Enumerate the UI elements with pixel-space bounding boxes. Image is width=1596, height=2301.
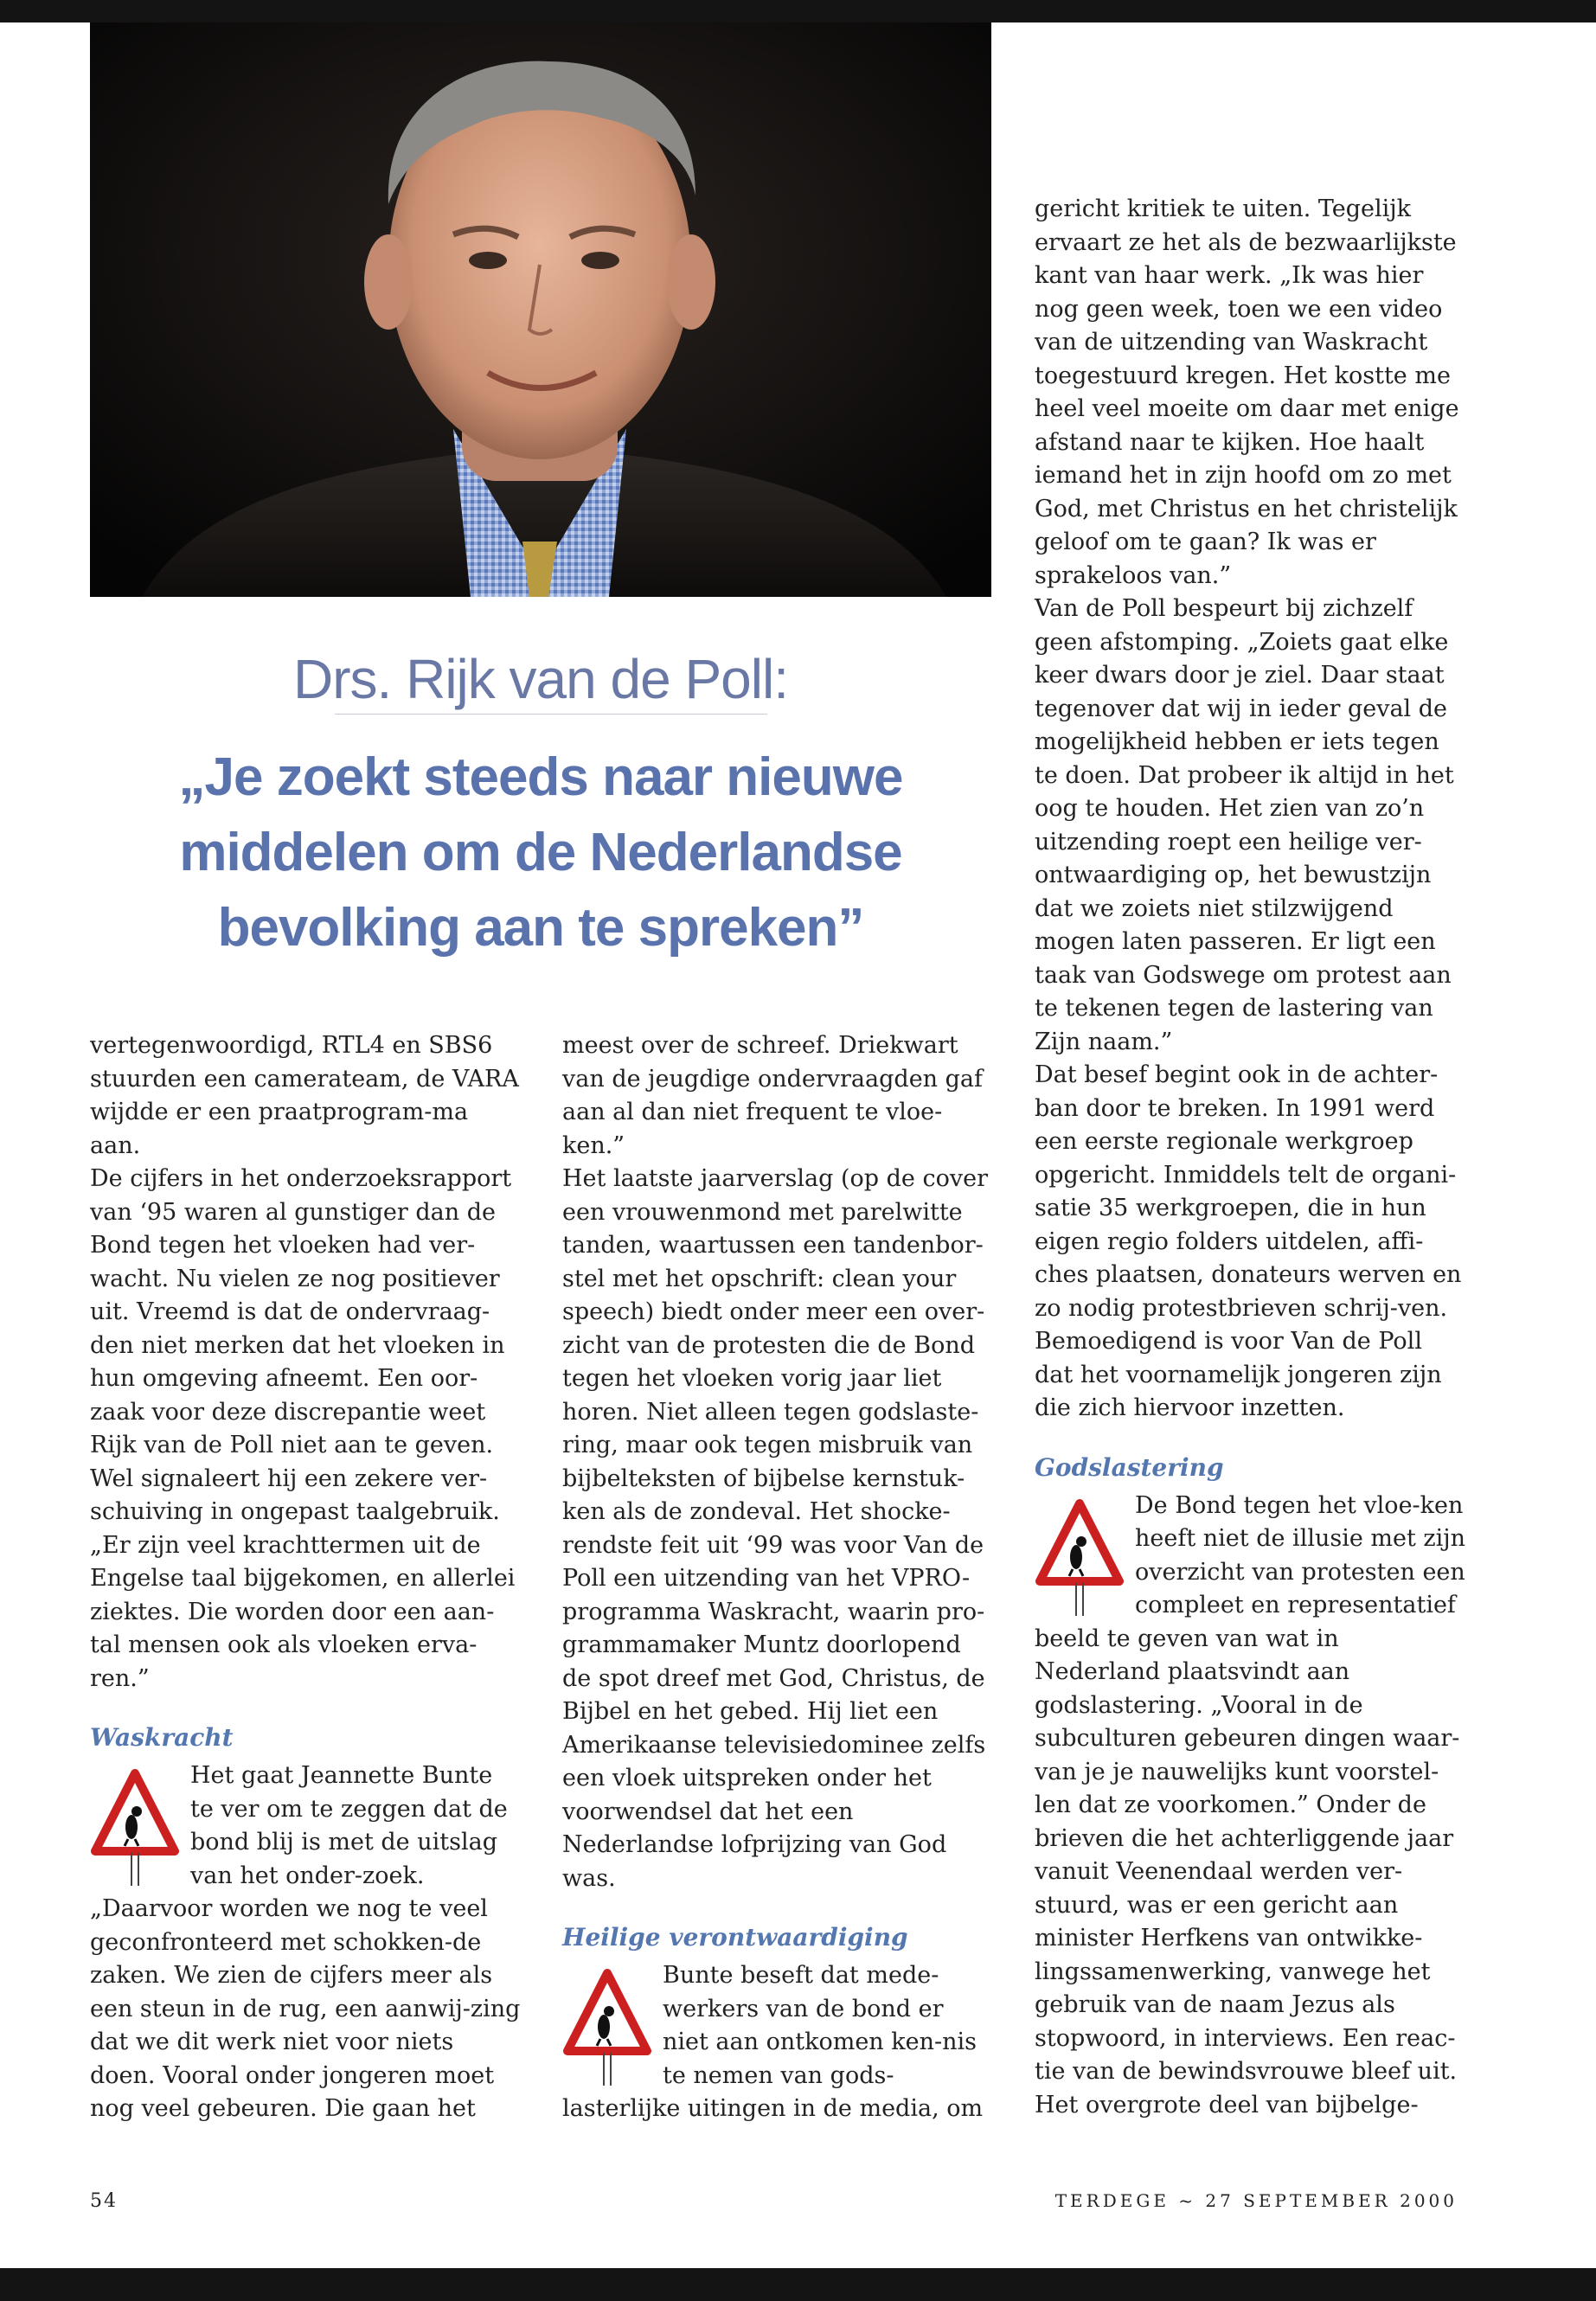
warning-sign-icon	[90, 1766, 180, 1891]
article-headline: „Je zoekt steeds naar nieuwe middelen om de Nederlandse bevolking aan te spreken”	[178, 747, 903, 958]
section-godslastering	[1035, 1452, 1467, 2123]
text-column-2	[562, 1029, 995, 2126]
paragraph: Bunte beseft dat mede-werkers van de bond er niet aan ontkomen ken-nis te nemen van gods-lasterlijke uitingen in de media, om	[562, 1962, 984, 2122]
paragraph: De cijfers in het onderzoeksrapport van ‘95 waren al gunstiger dan de Bond tegen het vloeken had ver-wacht. Nu vielen ze nog positiever uit. Vreemd is dat de ondervraag-den niet merken dat het vloeken in hun omgeving afneemt. Een oor-zaak voor deze discrepantie weet Rijk van de Poll niet aan te geven. Wel signaleert hij een zekere ver-schuiving in ongepast taalgebruik. „Er zijn veel krachttermen uit de Engelse taal bijgekomen, en allerlei ziektes. Die worden door een aan-tal mensen ook als vloeken erva-ren.”	[90, 1165, 516, 1692]
section-waskracht	[90, 1721, 522, 2126]
section-heading: Waskracht	[90, 1723, 234, 1752]
paragraph: De Bond tegen het vloe-ken heeft niet de illusie met zijn overzicht van protesten een compleet en representatief beeld te geven van wat in Nederland plaatsvindt aan godslastering. „Vooral in de subculturen gebeuren dingen waar-van je je nauwelijks kunt voorstel-len dat ze voorkomen.” Onder de brieven die het achterliggende jaar vanuit Veenendaal werden ver-stuurd, was er een gericht aan minister Herfkens van ontwikke-lingssamenwerking, vanwege het gebruik van de naam Jezus als stopwoord, in interviews. Een reac-tie van de bewindsvrouwe bleef uit. Het overgrote deel van bijbelge-	[1035, 1491, 1466, 2118]
text-column-3	[1035, 193, 1467, 2122]
page-number: 54	[90, 2190, 118, 2212]
bottom-border	[0, 2268, 1596, 2301]
paragraph: vertegenwoordigd, RTL4 en SBS6 stuurden een camerateam, de VARA wijdde er een praatprogram-ma aan.	[90, 1032, 519, 1159]
publication-info: TERDEGE ~ 27 SEPTEMBER 2000	[1054, 2190, 1458, 2211]
paragraph: meest over de schreef. Driekwart van de jeugdige ondervraagden gaf aan al dan niet frequent te vloe-ken.”	[562, 1032, 984, 1159]
paragraph: Het laatste jaarverslag (op de cover een vrouwenmond met parelwitte tanden, waartussen een tandenbor-stel met het opschrift: clean your speech) biedt onder meer een over-zicht van de protesten die de Bond tegen het vloeken vorig jaar liet horen. Niet alleen tegen godslaste-ring, maar ook tegen misbruik van bijbelteksten of bijbelse kernstuk-ken als de zondeval. Het shocke-rendste feit uit ‘99 was voor Van de Poll een uitzending van het VPRO-programma Waskracht, waarin pro-grammamaker Muntz doorlopend de spot dreef met God, Christus, de Bijbel en het gebed. Hij liet een Amerikaanse televisiedominee zelfs een vloek uitspreken onder het voorwendsel dat het een Nederlandse lofprijzing van God was.	[562, 1165, 988, 1892]
portrait-photo	[90, 22, 991, 597]
section-heading: Godslastering	[1035, 1452, 1224, 1482]
paragraph: Van de Poll bespeurt bij zichzelf geen afstomping. „Zoiets gaat elke keer dwars door je ziel. Daar staat tegenover dat wij in ieder geval de mogelijkheid hebben er iets tegen te doen. Dat probeer ik altijd in het oog te houden. Het zien van zo’n uitzending roept een heilige ver-ontwaardiging op, het bewustzijn dat we zoiets niet stilzwijgend mogen laten passeren. Er ligt een taak van Godswege om protest aan te tekenen tegen de lastering van Zijn naam.”	[1035, 595, 1454, 1055]
paragraph: Het gaat Jeannette Bunte te ver om te zeggen dat de bond blij is met de uitslag van het onder-zoek. „Daarvoor worden we nog te veel geconfronteerd met schokken-de zaken. We zien de cijfers meer als een steun in de rug, een aanwij-zing dat we dit werk niet voor niets doen. Vooral onder jongeren moet nog veel gebeuren. Die gaan het	[90, 1762, 521, 2122]
warning-sign-icon	[1035, 1497, 1125, 1621]
paragraph: Dat besef begint ook in de achter-ban door te breken. In 1991 werd een eerste regionale werkgroep opgericht. Inmiddels telt de organi-satie 35 werkgroepen, die in hun eigen regio folders uitdelen, affi-ches plaatsen, donateurs werven en zo nodig protestbrieven schrij-ven. Bemoedigend is voor Van de Poll dat het voornamelijk jongeren zijn die zich hiervoor inzetten.	[1035, 1061, 1462, 1421]
section-heading: Heilige verontwaardiging	[562, 1923, 908, 1952]
section-heilige-verontwaardiging	[562, 1921, 995, 2126]
top-border	[0, 0, 1596, 22]
title-divider	[335, 714, 767, 715]
paragraph: gericht kritiek te uiten. Tegelijk ervaart ze het als de bezwaarlijkste kant van haar werk. „Ik was hier nog geen week, toen we een video van de uitzending van Waskracht toegestuurd kregen. Het kostte me heel veel moeite om daar met enige afstand naar te kijken. Hoe haalt iemand het in zijn hoofd om zo met God, met Christus en het christelijk geloof om te gaan? Ik was er sprakeloos van.”	[1035, 195, 1459, 589]
warning-sign-icon	[562, 1966, 652, 2091]
article-name-title: Drs. Rijk van de Poll:	[293, 648, 788, 710]
text-column-1	[90, 1029, 522, 2126]
